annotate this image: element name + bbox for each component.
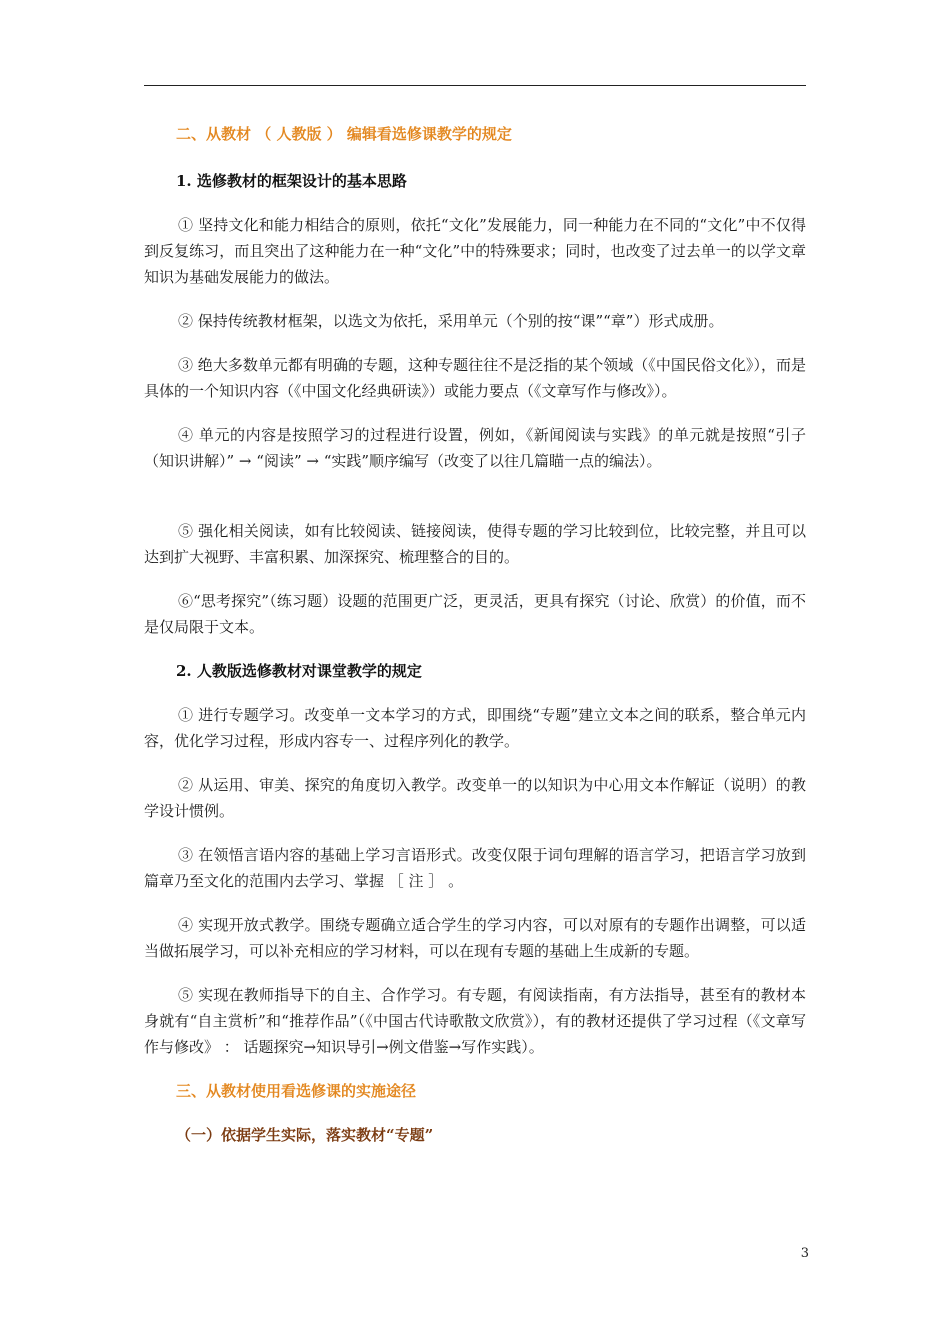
sub2-item-3: ③ 在领悟言语内容的基础上学习言语形式。改变仅限于词句理解的语言学习，把语言学习放到篇章乃至文化的范围内去学习、掌握 ［ 注 ］ 。 [144, 846, 806, 890]
sub1-item-1: ① 坚持文化和能力相结合的原则，依托“文化”发展能力，同一种能力在不同的“文化”中不仅得到反复练习，而且突出了这种能力在一种“文化”中的特殊要求；同时，也改变了过去单一的以学文章知识为基础发展能力的做法。 [144, 216, 806, 286]
sub1-item-5: ⑤ 强化相关阅读，如有比较阅读、链接阅读，使得专题的学习比较到位，比较完整，并且可以达到扩大视野、丰富积累、加深探究、梳理整合的目的。 [144, 522, 806, 566]
section3-heading: 三、从教材使用看选修课的实施途径 [176, 1082, 417, 1100]
page-body [144, 121, 806, 1148]
sub2-item-1: ① 进行专题学习。改变单一文本学习的方式，即围绕“专题”建立文本之间的联系，整合单元内容，优化学习过程，形成内容专一、过程序列化的教学。 [144, 706, 806, 750]
sub1-item-3: ③ 绝大多数单元都有明确的专题，这种专题往往不是泛指的某个领域（《中国民俗文化》），而是具体的一个知识内容（《中国文化经典研读》）或能力要点（《文章写作与修改》）。 [144, 356, 806, 400]
page-number: 3 [800, 1246, 809, 1261]
header-rule [144, 85, 806, 86]
section2-sub1-title: 1. 选修教材的框架设计的基本思路 [176, 172, 407, 190]
sub2-item-4: ④ 实现开放式教学。围绕专题确立适合学生的学习内容，可以对原有的专题作出调整，可以适当做拓展学习，可以补充相应的学习材料，可以在现有专题的基础上生成新的专题。 [144, 916, 806, 960]
sub1-item-6: ⑥“思考探究”（练习题）设题的范围更广泛，更灵活，更具有探究（讨论、欣赏）的价值，而不是仅局限于文本。 [144, 592, 806, 636]
section2-heading: 二、从教材 （ 人教版 ） 编辑看选修课教学的规定 [176, 125, 512, 143]
section3-sub1-title: （一）依据学生实际，落实教材“专题” [176, 1126, 434, 1144]
sub2-item-2: ② 从运用、审美、探究的角度切入教学。改变单一的以知识为中心用文本作解证（说明）的教学设计惯例。 [144, 776, 806, 820]
section2-sub2-title: 2. 人教版选修教材对课堂教学的规定 [176, 662, 422, 680]
sub2-item-5: ⑤ 实现在教师指导下的自主、合作学习。有专题，有阅读指南，有方法指导，甚至有的教材本身就有“自主赏析”和“推荐作品”（《中国古代诗歌散文欣赏》），有的教材还提供了学习过程（《文章写作与修改》 ： 话题探究→知识导引→例文借鉴→写作实践）。 [144, 986, 806, 1056]
sub1-item-4: ④ 单元的内容是按照学习的过程进行设置，例如，《新闻阅读与实践》的单元就是按照“引子（知识讲解）” → “阅读” → “实践”顺序编写（改变了以往几篇瞄一点的编法）。 [144, 426, 806, 470]
sub1-item-2: ② 保持传统教材框架，以选文为依托，采用单元（个别的按“课”“章”）形式成册。 [178, 312, 724, 330]
